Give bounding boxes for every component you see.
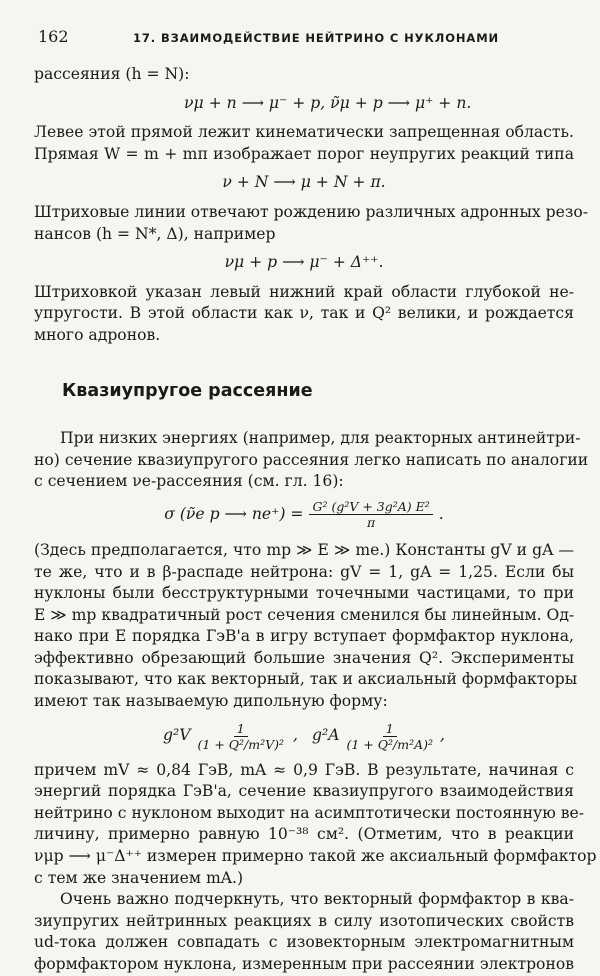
formula-resonance: νμ + p ⟶ μ⁻ + Δ⁺⁺. [224, 253, 384, 272]
text-line: (Здесь предполагается, что mp ≫ E ≫ me.) Константы gV и gA — [34, 540, 574, 559]
fraction-numerator: 1 [383, 721, 397, 737]
text-line: личину, примерно равную 10⁻³⁸ см². (Отметим, что в реакции [34, 825, 574, 844]
paragraph-2 [34, 122, 574, 165]
paragraph-7 [34, 760, 597, 890]
paragraph-8 [34, 889, 574, 975]
text-line: показывают, что как векторный, так и аксиальный формфакторы [34, 670, 578, 689]
text-line: Прямая W = m + mπ изображает порог неупругих реакций типа [34, 144, 574, 163]
formula-reactions: νμ + n ⟶ μ⁻ + p, ν̃μ + p ⟶ μ⁺ + n. [184, 93, 472, 112]
paragraph-1 [34, 64, 574, 86]
coef-vector: g²V [163, 726, 191, 745]
text-line: рассеяния (h = N): [34, 65, 190, 83]
formula-separator: , [293, 726, 298, 745]
text-line: но) сечение квазиупругого рассеяния легко написать по аналогии [34, 450, 589, 469]
fraction-denominator: (1 + Q²/m²A)² [346, 736, 433, 752]
text-line: Очень важно подчеркнуть, что векторный формфактор в ква- [60, 890, 574, 909]
paragraph-5 [34, 428, 589, 493]
fraction-numerator: G² (g²V + 3g²A) E² [309, 499, 432, 515]
text-line: зиупругих нейтринных реакциях в силу изотопических свойств [34, 911, 574, 930]
fraction [195, 721, 288, 752]
text-line: нуклоны были бесструктурными точечными частицами, то при [34, 584, 574, 603]
text-line: энергий порядка ГэВ'а, сечение квазиупругого взаимодействия [34, 782, 574, 801]
text-line: νμp ⟶ μ⁻Δ⁺⁺ измерен примерно такой же аксиальный формфактор [34, 847, 597, 866]
coef-axial: g²A [312, 726, 340, 745]
text-line: формфактором нуклона, измеренным при рассеянии электронов [34, 955, 574, 973]
page-header [38, 26, 570, 48]
text-line: упругости. В этой области как ν, так и Q² велики, и рождается [34, 304, 574, 323]
text-line: При низких энергиях (например, для реакторных антинейтри- [60, 429, 581, 448]
formula-form-factors [34, 721, 574, 752]
text-line: нейтрино с нуклоном выходит на асимптотически постоянную ве- [34, 803, 585, 822]
text-line: причем mV ≈ 0,84 ГэВ, mA ≈ 0,9 ГэВ. В результате, начиная с [34, 760, 574, 779]
page-body [34, 64, 597, 976]
text-line: с тем же значением mA.) [34, 868, 244, 887]
section-heading: Квазиупругое рассеяние [62, 380, 313, 401]
text-line: нансов (h = N*, Δ), например [34, 224, 276, 243]
fraction-denominator: π [367, 514, 376, 530]
fraction-denominator: (1 + Q²/m²V)² [197, 736, 285, 752]
fraction [309, 499, 432, 530]
text-line: нако при E порядка ГэВ'а в игру вступает формфактор нуклона, [34, 627, 574, 646]
formula-end: , [440, 726, 445, 745]
text-line: Штриховкой указан левый нижний край области глубокой не- [34, 282, 574, 301]
formula-lhs: σ (ν̃e p ⟶ ne⁺) = [164, 504, 304, 523]
formula-cross-section [34, 499, 574, 530]
text-line: E ≫ mp квадратичный рост сечения сменился бы линейным. Од- [34, 605, 575, 624]
paragraph-6 [34, 540, 578, 713]
running-title: 17. ВЗАИМОДЕЙСТВИЕ НЕЙТРИНО С НУКЛОНАМИ [133, 31, 500, 45]
fraction-numerator: 1 [234, 721, 248, 737]
text-line: эффективно обрезающий большие значения Q². Эксперименты [34, 648, 574, 667]
fraction [344, 721, 437, 752]
page-number: 162 [38, 27, 69, 46]
formula-end: . [438, 504, 444, 523]
text-line: с сечением νe-рассеяния (см. гл. 16): [34, 472, 344, 491]
text-line: ud-тока должен совпадать с изовекторным электромагнитным [34, 933, 574, 952]
text-line: много адронов. [34, 325, 161, 344]
paragraph-4 [34, 282, 574, 347]
text-line: имеют так называемую дипольную форму: [34, 692, 388, 711]
paragraph-3 [34, 202, 588, 245]
text-line: Левее этой прямой лежит кинематически запрещенная область. [34, 123, 574, 142]
text-line: Штриховые линии отвечают рождению различных адронных резо- [34, 202, 588, 221]
formula-inelastic: ν + N ⟶ μ + N + π. [222, 173, 386, 192]
text-line: те же, что и в β-распаде нейтрона: gV = 1, gA = 1,25. Если бы [34, 562, 574, 581]
